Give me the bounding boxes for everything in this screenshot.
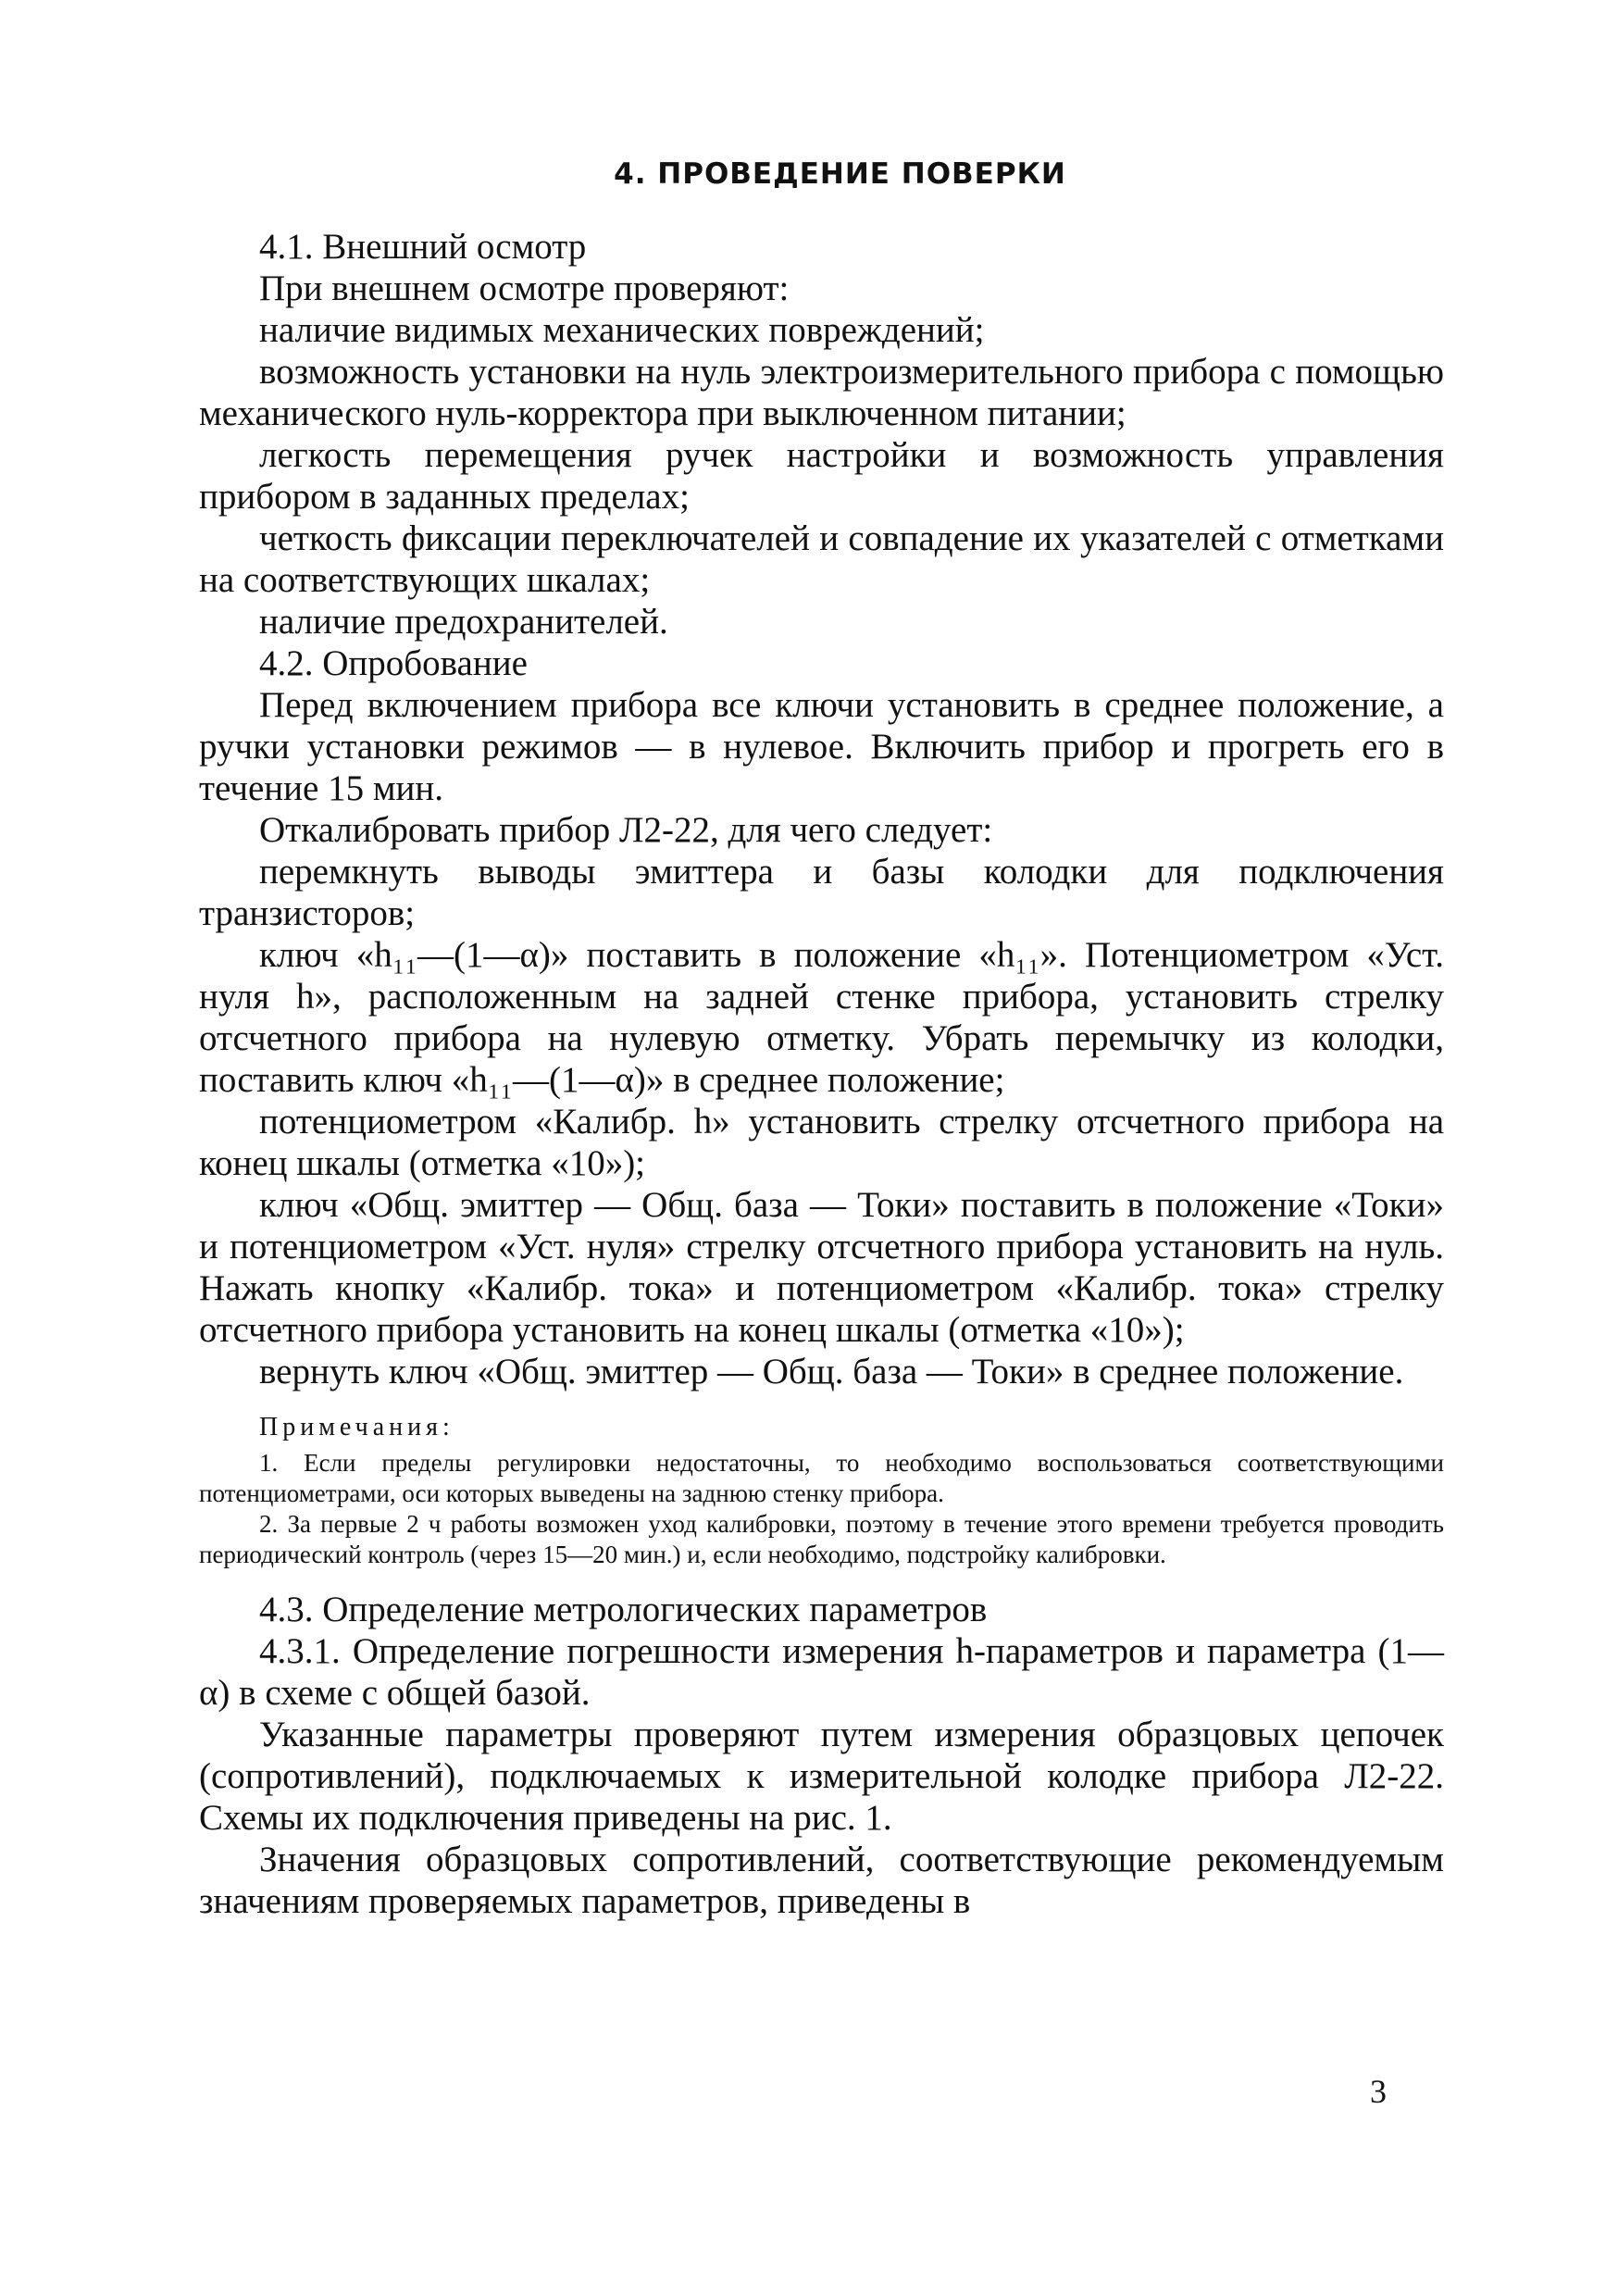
paragraph: При внешнем осмотре проверяют: [259,268,790,308]
paragraph: перемкнуть выводы эмиттера и базы колодки для подключения транзисторов; [199,852,1444,933]
note-item: 1. Если пределы регулировки недостаточны, то необходимо воспользоваться соответствующими потенциометрами, оси которых выведены на заднюю стенку прибора. [199,1449,1444,1507]
paragraph: Значения образцовых сопротивлений, соответствующие рекомендуемым значениям проверяемых параметров, приведены в [199,1840,1444,1921]
paragraph: потенциометром «Калибр. h» установить стрелку отсчетного прибора на конец шкалы (отметка «10»); [199,1102,1444,1183]
notes-block [199,1413,1444,1570]
main-body [199,226,1444,1392]
section-4-3 [199,1589,1444,1922]
paragraph: 4.2. Опробование [259,643,528,683]
paragraph: ключ «Общ. эмиттер — Общ. база — Токи» поставить в положение «Токи» и потенциометром «Уст. нуля» стрелку отсчетного прибора установить на нуль. Нажать кнопку «Калибр. тока» и потенциометром «Калибр. тока» стрелку отсчетного прибора установить на конец шкалы (отметка «10»); [199,1185,1444,1350]
paragraph: Перед включением прибора все ключи установить в среднее положение, а ручки установки режимов — в нулевое. Включить прибор и прогреть его в течение 15 мин. [199,685,1444,808]
paragraph: 4.3.1. Определение погрешности измерения h-параметров и параметра (1—α) в схеме с общей базой. [199,1631,1444,1713]
paragraph: ключ «h₁₁—(1—α)» поставить в положение «h₁₁». Потенциометром «Уст. нуля h», расположенным на задней стенке прибора, установить стрелку отсчетного прибора на нулевую отметку. Убрать перемычку из колодки, поставить ключ «h₁₁—(1—α)» в среднее положение; [199,935,1444,1100]
paragraph: Указанные параметры проверяют путем измерения образцовых цепочек (сопротивлений), подключаемых к измерительной колодке прибора Л2-22. Схемы их подключения приведены на рис. 1. [199,1715,1444,1838]
paragraph: 4.1. Внешний осмотр [259,227,587,267]
paragraph: возможность установки на нуль электроизмерительного прибора с помощью механического нуль-корректора при выключенном питании; [199,352,1444,433]
note-item: 2. За первые 2 ч работы возможен уход калибровки, поэтому в течение этого времени требуется проводить периодический контроль (через 15—20 мин.) и, если необходимо, подстройку калибровки. [199,1510,1444,1568]
paragraph: Откалибровать прибор Л2-22, для чего следует: [259,810,993,850]
page-number: 3 [1370,2073,1387,2110]
section-heading: 4. ПРОВЕДЕНИЕ ПОВЕРКИ [614,157,1066,191]
paragraph: 4.3. Определение метрологических параметров [259,1590,988,1629]
paragraph: четкость фиксации переключателей и совпадение их указателей с отметками на соответствующих шкалах; [199,518,1444,600]
document-page [199,157,1444,1922]
paragraph: вернуть ключ «Общ. эмиттер — Общ. база — Токи» в среднее положение. [259,1352,1404,1391]
paragraph: наличие видимых механических повреждений; [259,310,985,350]
paragraph: наличие предохранителей. [259,602,668,642]
notes-title: Примечания: [259,1413,454,1441]
paragraph: легкость перемещения ручек настройки и возможность управления прибором в заданных пределах; [199,435,1444,517]
